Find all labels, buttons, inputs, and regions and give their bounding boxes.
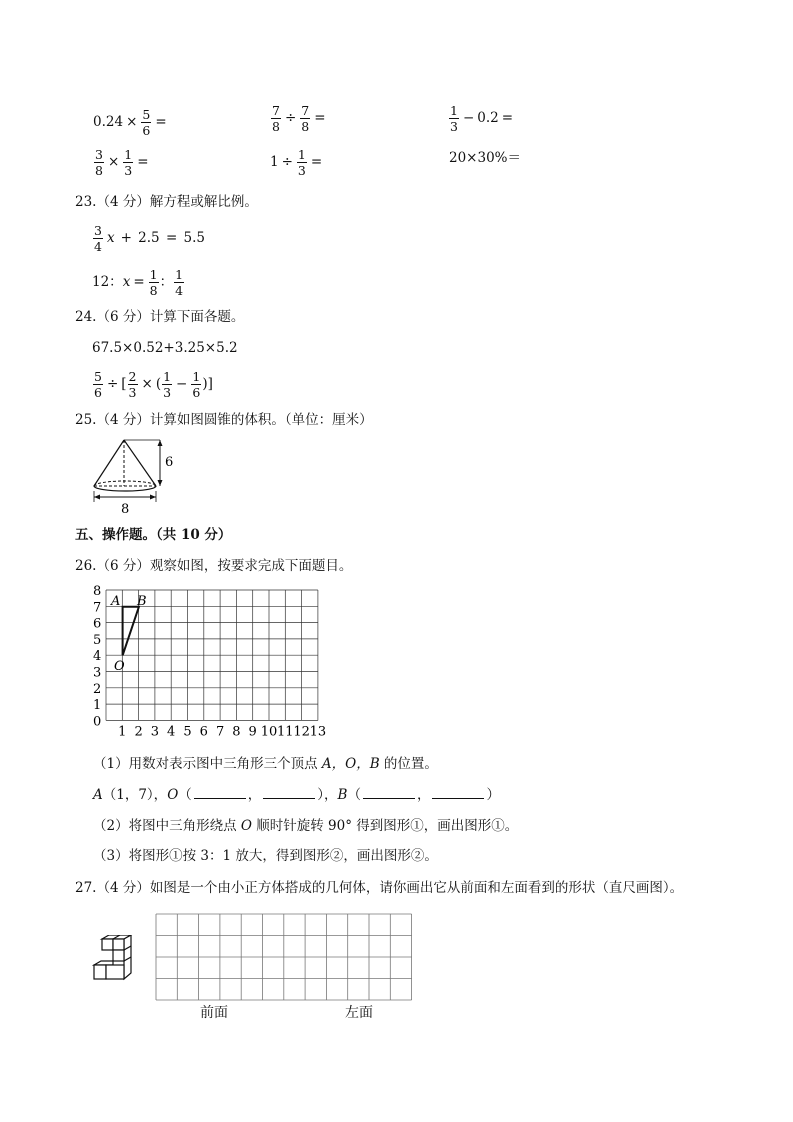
blank-b-y[interactable] bbox=[432, 798, 484, 799]
equals-sign: = bbox=[137, 153, 149, 170]
fraction: $\frac{1}{3}$ bbox=[163, 369, 172, 401]
drawing-grid-lines bbox=[156, 914, 412, 1000]
y-tick-label: 4 bbox=[93, 649, 102, 665]
label-front-view: 前面 bbox=[200, 1005, 228, 1021]
calc-row2-item3: 20×30%＝ bbox=[449, 150, 521, 166]
cone-height-label: 6 bbox=[165, 455, 174, 470]
proportion-lead: 12： bbox=[92, 273, 123, 290]
x-tick-label: 7 bbox=[215, 724, 225, 740]
calc-expression-2 bbox=[92, 370, 213, 399]
calc-row2-item2 bbox=[270, 148, 325, 177]
fraction: $\frac{1}{4}$ bbox=[175, 267, 184, 299]
times-sign: × bbox=[126, 113, 138, 130]
section-5-title: 五、操作题。（共 10 分） bbox=[75, 527, 232, 543]
left-bracket: [ bbox=[121, 375, 127, 392]
fraction: $\frac{3}{8}$ bbox=[95, 147, 103, 179]
drawing-grid[interactable] bbox=[155, 913, 413, 1001]
x-tick-label: 1 bbox=[118, 724, 127, 740]
calc-lead: 1 bbox=[270, 153, 279, 170]
point-a-label: A bbox=[111, 594, 121, 609]
fraction: $\frac{1}{3}$ bbox=[297, 147, 306, 179]
question-27-title: 27.（4 分）如图是一个由小正方体搭成的几何体，请你画出它从前面和左面看到的形状（直尺画图）。 bbox=[75, 880, 684, 896]
x-tick-label: 9 bbox=[248, 724, 257, 740]
cone-diameter-label: 8 bbox=[121, 502, 130, 516]
variable-x: x bbox=[122, 273, 131, 290]
triangle-aob bbox=[123, 607, 139, 656]
ratio-sign: ： bbox=[159, 273, 174, 290]
fraction: $\frac{1}{6}$ bbox=[192, 369, 201, 401]
times-sign: × bbox=[107, 153, 120, 170]
divide-sign: ÷ bbox=[281, 153, 293, 170]
x-tick-label: 5 bbox=[183, 724, 192, 740]
equals-sign: = bbox=[501, 109, 514, 126]
equals-sign: = bbox=[310, 153, 323, 170]
left-paren: ( bbox=[155, 375, 162, 392]
minus-sign: − bbox=[462, 109, 475, 126]
question-24-title: 24.（6 分）计算下面各题。 bbox=[75, 309, 245, 325]
variable-x: x bbox=[106, 229, 115, 246]
y-tick-label: 2 bbox=[93, 681, 102, 697]
minus-sign: − bbox=[176, 375, 188, 392]
q26-sub2: （2）将图中三角形绕点 O 顺时针旋转 90° 得到图形①，画出图形①。 bbox=[93, 818, 519, 834]
fraction: $\frac{1}{3}$ bbox=[124, 147, 133, 179]
y-tick-label: 7 bbox=[93, 600, 102, 616]
y-tick-label: 5 bbox=[93, 632, 102, 648]
x-tick-label: 3 bbox=[150, 724, 160, 740]
x-tick-label: 6 bbox=[199, 724, 208, 740]
calc-row1-item3 bbox=[448, 104, 516, 133]
fraction: $\frac{5}{6}$ bbox=[142, 107, 151, 139]
cube-figure bbox=[92, 935, 144, 987]
right-bracket: )] bbox=[202, 375, 213, 392]
q26-sub1: （1）用数对表示图中三角形三个顶点 A，O，B 的位置。 bbox=[93, 756, 438, 772]
point-b-label: B bbox=[137, 594, 147, 609]
blank-b-x[interactable] bbox=[363, 798, 415, 799]
question-23-title: 23.（4 分）解方程或解比例。 bbox=[75, 194, 258, 210]
calc-row1-item2 bbox=[270, 104, 329, 133]
coordinate-grid bbox=[88, 584, 348, 748]
x-tick-label: 4 bbox=[167, 724, 176, 740]
label-left-view: 左面 bbox=[345, 1005, 373, 1021]
proportion-1 bbox=[92, 268, 185, 297]
equation-rest: + 2.5 = 5.5 bbox=[120, 229, 206, 246]
equals-sign: = bbox=[314, 109, 326, 126]
calc-expression-1: 67.5×0.52+3.25×5.2 bbox=[92, 340, 238, 356]
y-tick-label: 6 bbox=[93, 616, 102, 632]
fraction: $\frac{1}{8}$ bbox=[149, 267, 158, 299]
fraction: $\frac{7}{8}$ bbox=[301, 103, 310, 135]
x-tick-label: 12 bbox=[293, 724, 310, 740]
divide-sign: ÷ bbox=[106, 375, 119, 392]
y-tick-label: 8 bbox=[93, 584, 102, 599]
fraction: $\frac{2}{3}$ bbox=[128, 369, 137, 401]
divide-sign: ÷ bbox=[284, 109, 297, 126]
x-tick-label: 11 bbox=[277, 724, 294, 740]
q26-sub3: （3）将图形①按 3：1 放大，得到图形②，画出图形②。 bbox=[93, 848, 438, 864]
question-25-title: 25.（4 分）计算如图圆锥的体积。（单位：厘米） bbox=[75, 412, 373, 428]
y-tick-label: 1 bbox=[93, 698, 102, 714]
calc-row2-item1 bbox=[93, 148, 152, 177]
blank-o-x[interactable] bbox=[194, 798, 246, 799]
x-tick-label: 13 bbox=[309, 724, 327, 740]
x-tick-label: 10 bbox=[260, 724, 278, 740]
cone-figure bbox=[88, 436, 188, 516]
calc-lead: 0.24 bbox=[93, 113, 124, 130]
blank-o-y[interactable] bbox=[263, 798, 315, 799]
q26-answer-line: A（1，7），O（ ， ），B（ ， ） bbox=[93, 787, 500, 803]
equation-1 bbox=[92, 224, 205, 253]
calc-row1-item1 bbox=[93, 108, 170, 137]
fraction: $\frac{1}{3}$ bbox=[450, 103, 458, 135]
fraction: $\frac{7}{8}$ bbox=[272, 103, 280, 135]
x-tick-label: 8 bbox=[232, 724, 241, 740]
y-tick-label: 3 bbox=[93, 665, 102, 681]
times-sign: × bbox=[141, 375, 153, 392]
x-tick-label: 2 bbox=[134, 724, 143, 740]
equals-sign: = bbox=[155, 113, 167, 130]
calc-tail: 0.2 bbox=[477, 109, 499, 126]
question-26-title: 26.（6 分）观察如图，按要求完成下面题目。 bbox=[75, 558, 353, 574]
equals-sign: = bbox=[133, 273, 145, 290]
fraction: $\frac{5}{6}$ bbox=[94, 369, 102, 401]
fraction: $\frac{3}{4}$ bbox=[94, 223, 102, 255]
point-o-label: O bbox=[114, 659, 125, 674]
y-tick-label: 0 bbox=[93, 714, 102, 730]
